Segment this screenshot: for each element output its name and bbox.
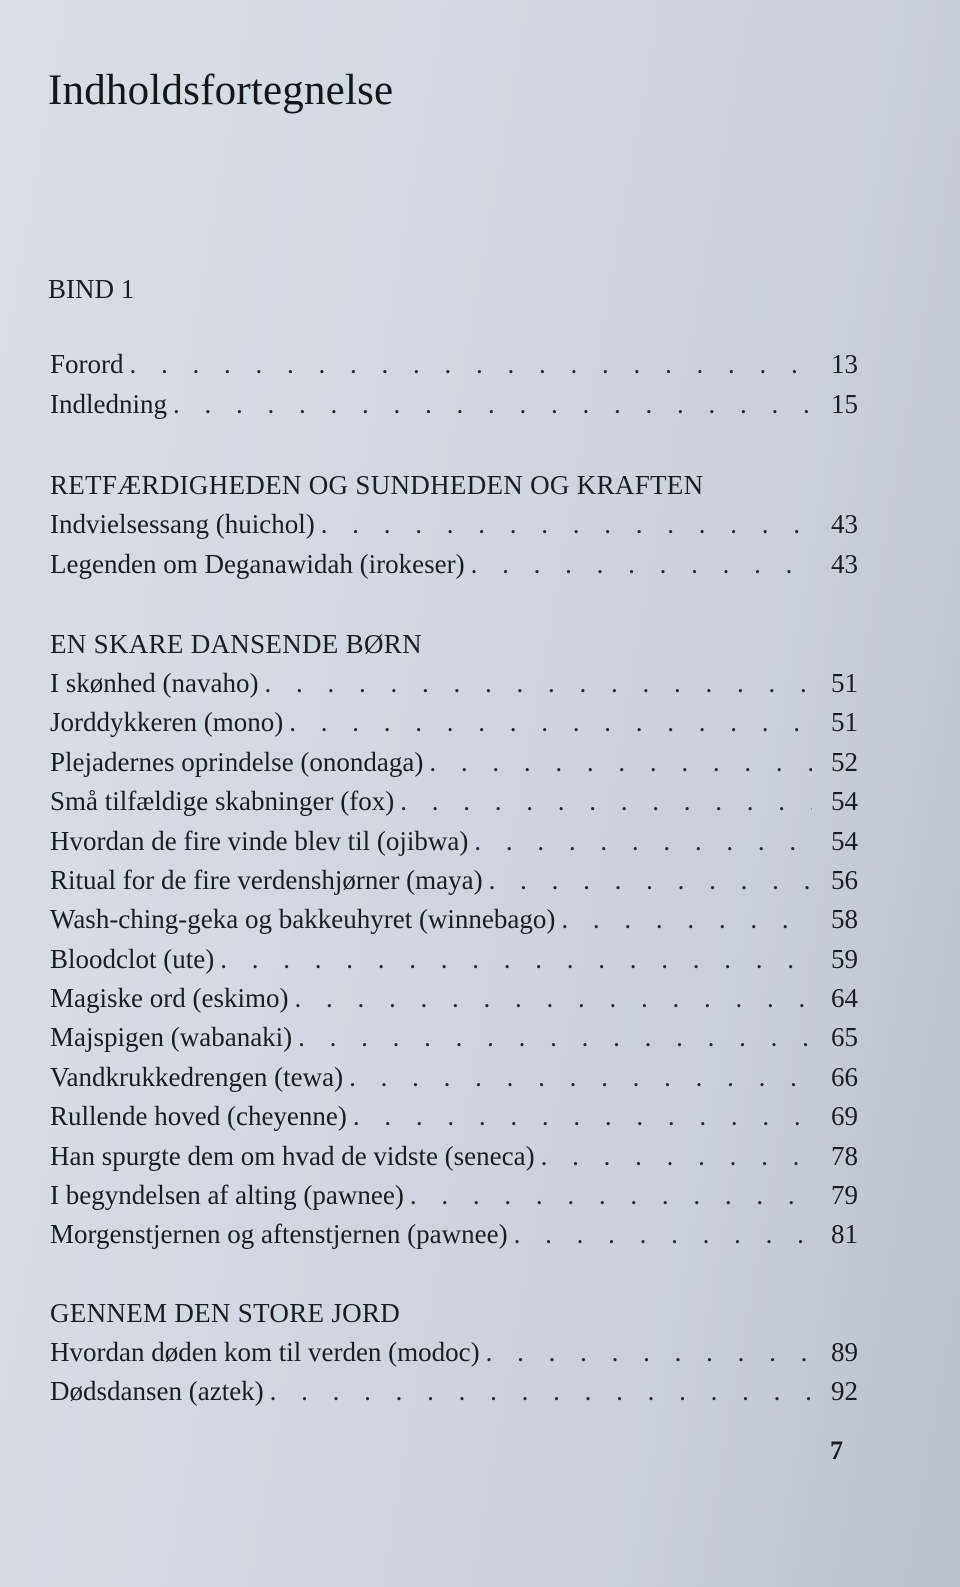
toc-entry-page: 54: [831, 826, 858, 856]
toc-entry-page: 13: [831, 349, 858, 379]
toc-entry-title: Plejadernes oprindelse (onondaga): [50, 747, 424, 777]
page-number: 7: [830, 1436, 843, 1465]
toc-entry-page: 56: [831, 865, 858, 895]
toc-entry-page: 51: [831, 668, 858, 698]
toc-entry: [50, 349, 858, 387]
dot-leader: [298, 1022, 812, 1053]
dot-leader: [264, 668, 812, 699]
toc-entry-page: 92: [831, 1376, 858, 1406]
toc-entry-title: Jorddykkeren (mono): [50, 707, 284, 737]
toc-entry-title: Wash-ching-geka og bakkeuhyret (winnebago): [50, 904, 556, 934]
toc-entry-title: Han spurgte dem om hvad de vidste (seneca): [50, 1141, 535, 1171]
toc-entry-title: I begyndelsen af alting (pawnee): [50, 1180, 404, 1210]
dot-leader: [541, 1141, 812, 1172]
toc-entry-page: 65: [831, 1022, 858, 1052]
toc-entry-page: 78: [831, 1141, 858, 1171]
toc-entry: [50, 747, 858, 785]
toc-entry-title: I skønhed (navaho): [50, 668, 259, 698]
toc-entry-page: 69: [831, 1101, 858, 1131]
dot-leader: [514, 1219, 812, 1250]
dot-leader: [321, 509, 812, 540]
toc-entry: [50, 1337, 858, 1375]
volume-heading: BIND 1: [48, 274, 135, 304]
toc-entry: [50, 1219, 858, 1257]
toc-entry: [50, 1141, 858, 1179]
toc-entry: [50, 826, 858, 864]
dot-leader: [489, 865, 812, 896]
toc-entry-page: 54: [831, 786, 858, 816]
toc-entry-title: Hvordan de fire vinde blev til (ojibwa): [50, 826, 469, 856]
dot-leader: [130, 349, 813, 380]
dot-leader: [220, 944, 812, 975]
toc-entry-title: Hvordan døden kom til verden (modoc): [50, 1337, 480, 1367]
toc-entry-title: Legenden om Deganawidah (irokeser): [50, 549, 465, 579]
toc-entry-title: Rullende hoved (cheyenne): [50, 1101, 347, 1131]
section-heading: GENNEM DEN STORE JORD: [50, 1298, 401, 1328]
toc-entry-page: 52: [831, 747, 858, 777]
toc-entry-title: Morgenstjernen og aftenstjernen (pawnee): [50, 1219, 508, 1249]
toc-entry-title: Majspigen (wabanaki): [50, 1022, 293, 1052]
toc-entry-title: Magiske ord (eskimo): [50, 983, 289, 1013]
toc-entry: [50, 786, 858, 824]
dot-leader: [349, 1062, 812, 1093]
toc-entry-page: 43: [831, 549, 858, 579]
toc-entry-page: 64: [831, 983, 858, 1013]
toc-entry-page: 58: [831, 904, 858, 934]
toc-entry-title: Indvielsessang (huichol): [50, 509, 315, 539]
toc-entry-title: Ritual for de fire verdenshjørner (maya): [50, 865, 483, 895]
toc-entry-page: 43: [831, 509, 858, 539]
toc-entry-page: 81: [831, 1219, 858, 1249]
dot-leader: [471, 549, 812, 580]
toc-entry: [50, 549, 858, 587]
toc-entry: [50, 668, 858, 706]
dot-leader: [474, 826, 812, 857]
toc-entry: [50, 1180, 858, 1218]
toc-entry: [50, 707, 858, 745]
toc-entry: [50, 865, 858, 903]
dot-leader: [294, 983, 812, 1014]
toc-entry-page: 79: [831, 1180, 858, 1210]
toc-entry: [50, 1376, 858, 1414]
dot-leader: [270, 1376, 812, 1407]
toc-entry-title: Dødsdansen (aztek): [50, 1376, 264, 1406]
toc-entry-title: Forord: [50, 349, 124, 379]
dot-leader: [400, 786, 812, 817]
dot-leader: [289, 707, 812, 738]
toc-entry: [50, 389, 858, 427]
toc-entry-page: 51: [831, 707, 858, 737]
toc-entry: [50, 944, 858, 982]
dot-leader: [486, 1337, 812, 1368]
toc-entry-page: 15: [831, 389, 858, 419]
toc-entry: [50, 983, 858, 1021]
page-title: Indholdsfortegnelse: [48, 67, 394, 114]
toc-entry-page: 89: [831, 1337, 858, 1367]
toc-entry-title: Vandkrukkedrengen (tewa): [50, 1062, 344, 1092]
dot-leader: [561, 904, 812, 935]
toc-entry: [50, 509, 858, 547]
dot-leader: [353, 1101, 812, 1132]
toc-entry-title: Indledning: [50, 389, 167, 419]
toc-entry-title: Bloodclot (ute): [50, 944, 215, 974]
dot-leader: [410, 1180, 812, 1211]
dot-leader: [429, 747, 812, 778]
toc-entry: [50, 904, 858, 942]
toc-entry-page: 66: [831, 1062, 858, 1092]
toc-entry-page: 59: [831, 944, 858, 974]
section-heading: EN SKARE DANSENDE BØRN: [50, 629, 422, 659]
dot-leader: [173, 389, 812, 420]
toc-entry: [50, 1022, 858, 1060]
toc-entry-title: Små tilfældige skabninger (fox): [50, 786, 395, 816]
toc-entry: [50, 1101, 858, 1139]
section-heading: RETFÆRDIGHEDEN OG SUNDHEDEN OG KRAFTEN: [50, 470, 704, 500]
toc-entry: [50, 1062, 858, 1100]
